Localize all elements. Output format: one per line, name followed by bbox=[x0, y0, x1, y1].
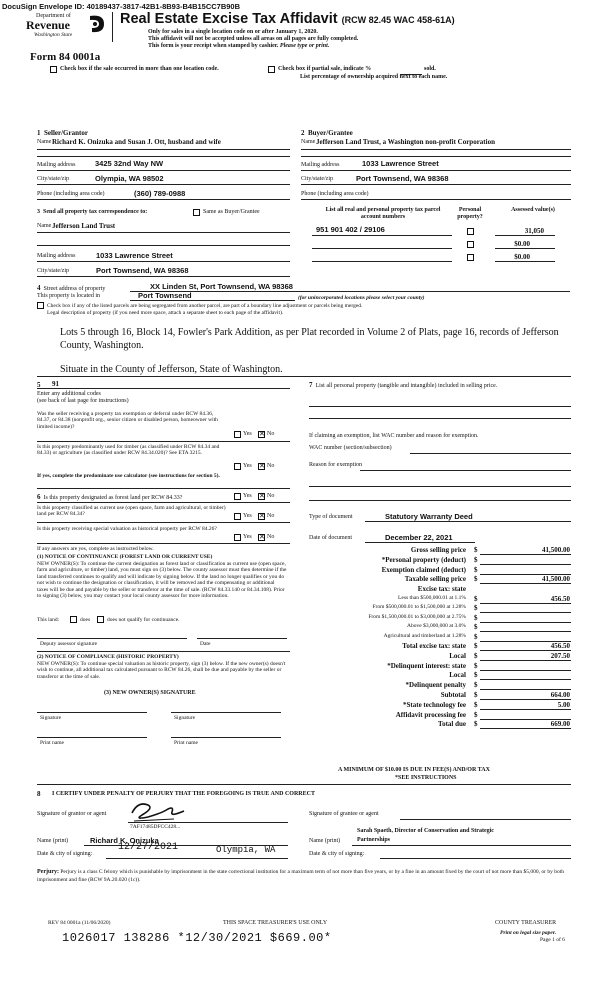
sec6-q3: Is this property receiving special valuation as historical property per RCW 84.26? bbox=[37, 526, 217, 532]
historic-yes-checkbox[interactable] bbox=[234, 534, 241, 541]
no-label: No bbox=[267, 463, 275, 469]
calc-label: *Delinquent interest: state bbox=[387, 661, 466, 670]
page-number: Page 1 of 6 bbox=[540, 937, 565, 943]
seller-city[interactable]: Olympia, WA 98502 bbox=[95, 174, 164, 183]
assessed-value[interactable]: $0.00 bbox=[514, 253, 530, 261]
currency-sign: $ bbox=[474, 720, 478, 729]
corr-name-label: Name bbox=[37, 223, 52, 229]
currency-sign: $ bbox=[474, 671, 478, 680]
form-revision: REV 84 0001a (11/06/2020) bbox=[48, 920, 111, 926]
form-number: Form 84 0001a bbox=[30, 51, 101, 63]
sec5-q2: Is this property predominantly used for timber (as classified under RCW 84.34 and 84.33) or agriculture (as classified under RCW 84.34.020)? See ETA 3215. bbox=[37, 444, 220, 457]
dept-line: Department of bbox=[36, 13, 71, 19]
personal-property-checkbox[interactable] bbox=[467, 241, 474, 248]
currency-sign: $ bbox=[474, 681, 478, 690]
street-label: 4 Street address of property bbox=[37, 284, 106, 292]
located-label: This property is located in bbox=[37, 293, 100, 299]
no-label: No bbox=[267, 493, 275, 499]
currency-sign: $ bbox=[474, 595, 478, 603]
currency-sign: $ bbox=[474, 546, 478, 554]
doc-type-label: Type of document bbox=[309, 514, 353, 520]
personal-col-header: Personal property? bbox=[457, 207, 483, 220]
calc-value[interactable]: 456.50 bbox=[550, 642, 570, 650]
calc-label: Taxable selling price bbox=[404, 575, 466, 584]
print-name-label: Print name bbox=[40, 740, 64, 746]
grantor-sig-label: Signature of grantor or agent bbox=[37, 811, 107, 817]
currency-sign: $ bbox=[474, 632, 478, 641]
calc-label: *Delinquent penalty bbox=[405, 681, 466, 690]
currency-sign: $ bbox=[474, 613, 478, 622]
no-label: No bbox=[267, 431, 275, 437]
sec8-num: 8 bbox=[37, 790, 41, 798]
current-use-no-checkbox[interactable]: ✕ bbox=[259, 512, 265, 520]
calc-value[interactable]: 664.00 bbox=[550, 691, 570, 699]
print-name-label: Print name bbox=[174, 740, 198, 746]
partial-sale-label: Check box if partial sale, indicate % bbox=[278, 66, 372, 72]
currency-sign: $ bbox=[474, 700, 478, 709]
grantee-name-1[interactable]: Sarah Spaeth, Director of Conservation and Strategic bbox=[357, 828, 494, 834]
notice2-text: NEW OWNER(S): To continue special valuation as historic property, sign (3) below. If the new owner(s) doesn't wish to continue, all additional tax calculated pursuant to RCW 84.26, shall be due and payable by the seller or transferor at the time of sale. bbox=[37, 661, 286, 680]
located-in[interactable]: Port Townsend bbox=[138, 291, 192, 300]
currency-sign: $ bbox=[474, 575, 478, 584]
segregated-label: Check box if any of the listed parcels are being segregated from another parcel, are part of a boundary line adjustment or parcels being merged. bbox=[47, 303, 363, 309]
calc-label: Excise tax: state bbox=[417, 585, 466, 594]
signature-label: Signature bbox=[40, 715, 62, 721]
multi-location-checkbox[interactable] bbox=[50, 66, 57, 73]
same-as-buyer-label: Same as Buyer/Grantee bbox=[203, 209, 260, 215]
does-not-label: does not qualify for continuance. bbox=[107, 617, 180, 623]
wac-label: WAC number (section/subsection) bbox=[309, 445, 392, 451]
sold-label: sold. bbox=[424, 66, 436, 72]
seller-name-label: Name bbox=[37, 139, 52, 145]
personal-property-checkbox[interactable] bbox=[467, 254, 474, 261]
assessed-col-header: Assessed value(s) bbox=[511, 207, 555, 213]
seller-phone[interactable]: (360) 789-0988 bbox=[134, 189, 186, 198]
does-checkbox[interactable] bbox=[70, 616, 77, 623]
assessed-value[interactable]: $0.00 bbox=[514, 240, 530, 248]
minimum-note: A MINIMUM OF $10.00 IS DUE IN FEE(S) AND/OR TAX bbox=[338, 767, 490, 773]
sec5-q1: Was the seller receiving a property tax exemption or deferral under RCW 84.36, 84.37, or 84.38 (nonprofit org., senior citizen or disabled person, homeowner with limited income)? bbox=[37, 411, 218, 430]
buyer-mailing-label: Mailing address bbox=[301, 162, 340, 168]
corr-name[interactable]: Jefferson Land Trust bbox=[52, 222, 116, 230]
seller-city-label: City/state/zip bbox=[37, 176, 69, 182]
does-not-checkbox[interactable] bbox=[97, 616, 104, 623]
notice1-text: NEW OWNER(S): To continue the current designation as forest land or classification as current use (open space, farm and agriculture, or timber) land, you must sign on (3) below. The county assessor must then determine if the land transferred continues to qualify and will indicate by signing below. If the land no longer qualifies or you do not wish to continue the designation or classification, it will be removed and the compensating or additional taxes will be due and payable by the seller or transferor at the time of sale. (RCW 84.33.140 or 84.34.108). Prior to signing (3) below, you may contact your local county assessor for more information. bbox=[37, 561, 287, 600]
form-title: Real Estate Excise Tax Affidavit (RCW 82.45 WAC 458-61A) bbox=[120, 11, 455, 27]
same-as-buyer-checkbox[interactable] bbox=[193, 209, 200, 216]
dor-emblem-icon bbox=[88, 14, 106, 34]
calc-label: Above $3,000,000 at 3.0% bbox=[407, 623, 466, 630]
sec5-num: 5 bbox=[37, 381, 41, 389]
grantor-date[interactable]: 12/27/2021 bbox=[118, 842, 179, 853]
does-label: does bbox=[80, 617, 91, 623]
county-treasurer: COUNTY TREASURER bbox=[495, 920, 557, 926]
yes-label: Yes bbox=[243, 431, 252, 437]
calc-label: Total due bbox=[438, 720, 466, 729]
sec7-label: 7 List all personal property (tangible and intangible) included in selling price. bbox=[309, 381, 498, 389]
calc-label: Local bbox=[449, 671, 466, 680]
calc-value[interactable]: 456.50 bbox=[550, 595, 570, 603]
treasurer-space: THIS SPACE TREASURER'S USE ONLY bbox=[223, 920, 328, 926]
codes-label: Enter any additional codes bbox=[37, 391, 101, 397]
this-land-label: This land: bbox=[37, 617, 60, 623]
calc-label: From $1,500,000.01 to $3,000,000 at 2.75% bbox=[368, 613, 466, 620]
yes-label: Yes bbox=[243, 463, 252, 469]
envelope-id: DocuSign Envelope ID: 40189437-3817-42B1-8B93-B4B15CC7B90B bbox=[2, 2, 241, 11]
calc-value[interactable]: 5.00 bbox=[557, 700, 570, 709]
doc-type[interactable]: Statutory Warranty Deed bbox=[385, 512, 473, 521]
calc-label: Agricultural and timberland at 1.28% bbox=[383, 632, 466, 639]
doc-date-label: Date of document bbox=[309, 535, 352, 541]
seller-phone-label: Phone (including area code) bbox=[37, 191, 105, 197]
historic-no-checkbox[interactable]: ✕ bbox=[259, 533, 265, 541]
yes-label: Yes bbox=[243, 534, 252, 540]
doc-date[interactable]: December 22, 2021 bbox=[385, 533, 453, 542]
calc-value[interactable]: 41,500.00 bbox=[542, 575, 570, 584]
currency-sign: $ bbox=[474, 604, 478, 613]
seller-mailing-label: Mailing address bbox=[37, 162, 76, 168]
no-label: No bbox=[267, 534, 275, 540]
corr-mailing-label: Mailing address bbox=[37, 253, 76, 259]
no-label: No bbox=[267, 513, 275, 519]
corr-mailing[interactable]: 1033 Lawrence Street bbox=[96, 251, 173, 260]
exemption-label: If claiming an exemption, list WAC number and reason for exemption. bbox=[309, 433, 479, 439]
buyer-phone-label: Phone (including area code) bbox=[301, 191, 369, 197]
partial-sale-checkbox[interactable] bbox=[268, 66, 275, 73]
seller-mailing[interactable]: 3425 32nd Way NW bbox=[95, 159, 164, 168]
dept-name: Revenue bbox=[26, 18, 70, 32]
yes-label: Yes bbox=[243, 493, 252, 499]
signature-id: 7AF17485DFCC428... bbox=[130, 824, 181, 830]
currency-sign: $ bbox=[474, 642, 478, 650]
grantee-name-label: Name (print) bbox=[309, 838, 341, 844]
buyer-mailing[interactable]: 1033 Lawrence Street bbox=[362, 159, 439, 168]
segregated-checkbox[interactable] bbox=[37, 302, 44, 309]
ownership-note: List percentage of ownership acquired next to each name. bbox=[300, 74, 448, 80]
calc-label: Less than $500,000.01 at 1.1% bbox=[398, 595, 466, 601]
q2-no-checkbox[interactable]: ✕ bbox=[259, 462, 265, 470]
calc-label: Subtotal bbox=[440, 691, 466, 699]
legal-description[interactable]: Lots 5 through 16, Block 14, Fowler's Park Addition, as per Plat recorded in Volume 2 of Plats, page 16, records of Jefferson County, Washington. bbox=[60, 327, 559, 351]
grantee-sig-label: Signature of grantee or agent bbox=[309, 811, 379, 817]
calc-label: *Personal property (deduct) bbox=[381, 555, 466, 564]
seller-name[interactable]: Richard K. Onizuka and Susan J. Ott, husband and wife bbox=[52, 138, 221, 146]
forest-yes-checkbox[interactable] bbox=[234, 493, 241, 500]
q1-yes-checkbox[interactable] bbox=[234, 431, 241, 438]
assessed-value[interactable]: 31,050 bbox=[524, 227, 544, 235]
reason-label: Reason for exemption bbox=[309, 462, 362, 468]
sec6-q1: 6 Is this property designated as forest land per RCW 84.33? bbox=[37, 493, 183, 501]
currency-sign: $ bbox=[474, 555, 478, 564]
calc-label: Affidavit processing fee bbox=[395, 710, 466, 719]
currency-sign: $ bbox=[474, 651, 478, 660]
corr-city-label: City/state/zip bbox=[37, 268, 69, 274]
sec6-q2: Is this property classified as current use (open space, farm and agricultural, or timber) land per RCW 84.34? bbox=[37, 505, 226, 518]
calc-value[interactable]: 41,500.00 bbox=[542, 546, 570, 554]
grantor-date-label: Date & city of signing: bbox=[37, 851, 93, 857]
buyer-name[interactable]: Jefferson Land Trust, a Washington non-profit Corporation bbox=[316, 138, 495, 146]
perjury-notice: Perjury: Perjury is a class C felony which is punishable by imprisonment in the state correctional institution for a maximum term of not more than five years, or by a fine in an amount fixed by the court of not more than $5,000, or by both imprisonment and fine (RCW 9A.20.020 (1c)). bbox=[37, 869, 564, 883]
personal-property-checkbox[interactable] bbox=[467, 228, 474, 235]
currency-sign: $ bbox=[474, 691, 478, 699]
calc-label: Total excise tax: state bbox=[402, 642, 466, 650]
notice2-title: (2) NOTICE OF COMPLIANCE (HISTORIC PROPERTY) bbox=[37, 654, 179, 660]
q1-no-checkbox[interactable]: ✕ bbox=[259, 430, 265, 438]
q2-yes-checkbox[interactable] bbox=[234, 463, 241, 470]
grantor-city[interactable]: Olympia, WA bbox=[216, 845, 276, 855]
buyer-city-label: City/state/zip bbox=[301, 176, 333, 182]
date-label: Date bbox=[200, 641, 211, 647]
calc-value[interactable]: 207.50 bbox=[550, 651, 570, 660]
currency-sign: $ bbox=[474, 623, 478, 632]
signature-label: Signature bbox=[174, 715, 196, 721]
notice1-title: (1) NOTICE OF CONTINUANCE (FOREST LAND OR CURRENT USE) bbox=[37, 554, 213, 560]
grantor-name-label: Name (print) bbox=[37, 838, 69, 844]
sec6-q4: If any answers are yes, complete as instructed below. bbox=[37, 546, 154, 552]
codes-note: (see back of last page for instructions) bbox=[37, 398, 129, 404]
current-use-yes-checkbox[interactable] bbox=[234, 513, 241, 520]
unincorporated-note: (for unincorporated locations please select your county) bbox=[298, 295, 425, 301]
legal-label: Legal description of property (if you need more space, attach a separate sheet to each page of the affidavit). bbox=[47, 310, 284, 316]
see-instructions: *SEE INSTRUCTIONS bbox=[395, 775, 457, 781]
calc-value[interactable]: 669.00 bbox=[550, 720, 570, 729]
grantee-date-label: Date & city of signing: bbox=[309, 851, 365, 857]
calc-label: Local bbox=[449, 651, 466, 660]
street-address[interactable]: XX Linden St, Port Townsend, WA 98368 bbox=[150, 282, 293, 291]
parcel-col-header: List all real and personal property tax parcel account numbers bbox=[325, 207, 441, 220]
treasurer-receipt: 1026017 138286 *12/30/2021 $669.00* bbox=[62, 931, 332, 945]
deputy-sig-label: Deputy assessor signature bbox=[40, 641, 98, 647]
note-1: Only for sales in a single location code on or after January 1, 2020. bbox=[148, 29, 318, 35]
calc-label: *State technology fee bbox=[403, 700, 466, 709]
certify-statement: I CERTIFY UNDER PENALTY OF PERJURY THAT THE FOREGOING IS TRUE AND CORRECT bbox=[52, 791, 315, 797]
currency-sign: $ bbox=[474, 661, 478, 670]
forest-no-checkbox[interactable]: ✕ bbox=[259, 492, 265, 500]
note-2: This affidavit will not be accepted unless all areas on all pages are fully completed. bbox=[148, 36, 359, 42]
buyer-name-label: Name bbox=[301, 139, 316, 145]
calc-label: Gross selling price bbox=[410, 546, 466, 554]
buyer-heading: 2 Buyer/Grantee bbox=[301, 129, 353, 137]
currency-sign: $ bbox=[474, 710, 478, 719]
sec5-q3: If yes, complete the predominate use calculator (see instructions for section 5). bbox=[37, 473, 220, 479]
additional-code[interactable]: 91 bbox=[52, 380, 59, 388]
calc-label: Exemption claimed (deduct) bbox=[381, 565, 466, 574]
currency-sign: $ bbox=[474, 565, 478, 574]
multi-location-label: Check box if the sale occurred in more than one location code. bbox=[60, 66, 219, 72]
grantee-name-2[interactable]: Partnerships bbox=[357, 837, 390, 843]
calc-label: From $500,000.01 to $1,500,000 at 1.28% bbox=[372, 604, 466, 611]
note-3: This form is your receipt when stamped by cashier. Please type or print. bbox=[148, 43, 330, 49]
situate-text: Situate in the County of Jefferson, State of Washington. bbox=[60, 364, 283, 375]
yes-label: Yes bbox=[243, 513, 252, 519]
dept-state: Washington State bbox=[34, 32, 73, 38]
correspondence-label: 3 Send all property tax correspondence to: bbox=[37, 209, 148, 215]
new-owner-sig-heading: (3) NEW OWNER(S) SIGNATURE bbox=[104, 690, 196, 696]
legal-paper-note: Print on legal size paper. bbox=[500, 930, 557, 936]
corr-city[interactable]: Port Townsend, WA 98368 bbox=[96, 266, 189, 275]
grantor-name[interactable]: Richard K. Onizuka bbox=[90, 836, 159, 845]
parcel-number[interactable]: 951 901 402 / 29106 bbox=[316, 225, 385, 234]
buyer-city[interactable]: Port Townsend, WA 98368 bbox=[356, 174, 449, 183]
seller-heading: 1 Seller/Grantor bbox=[37, 129, 88, 137]
